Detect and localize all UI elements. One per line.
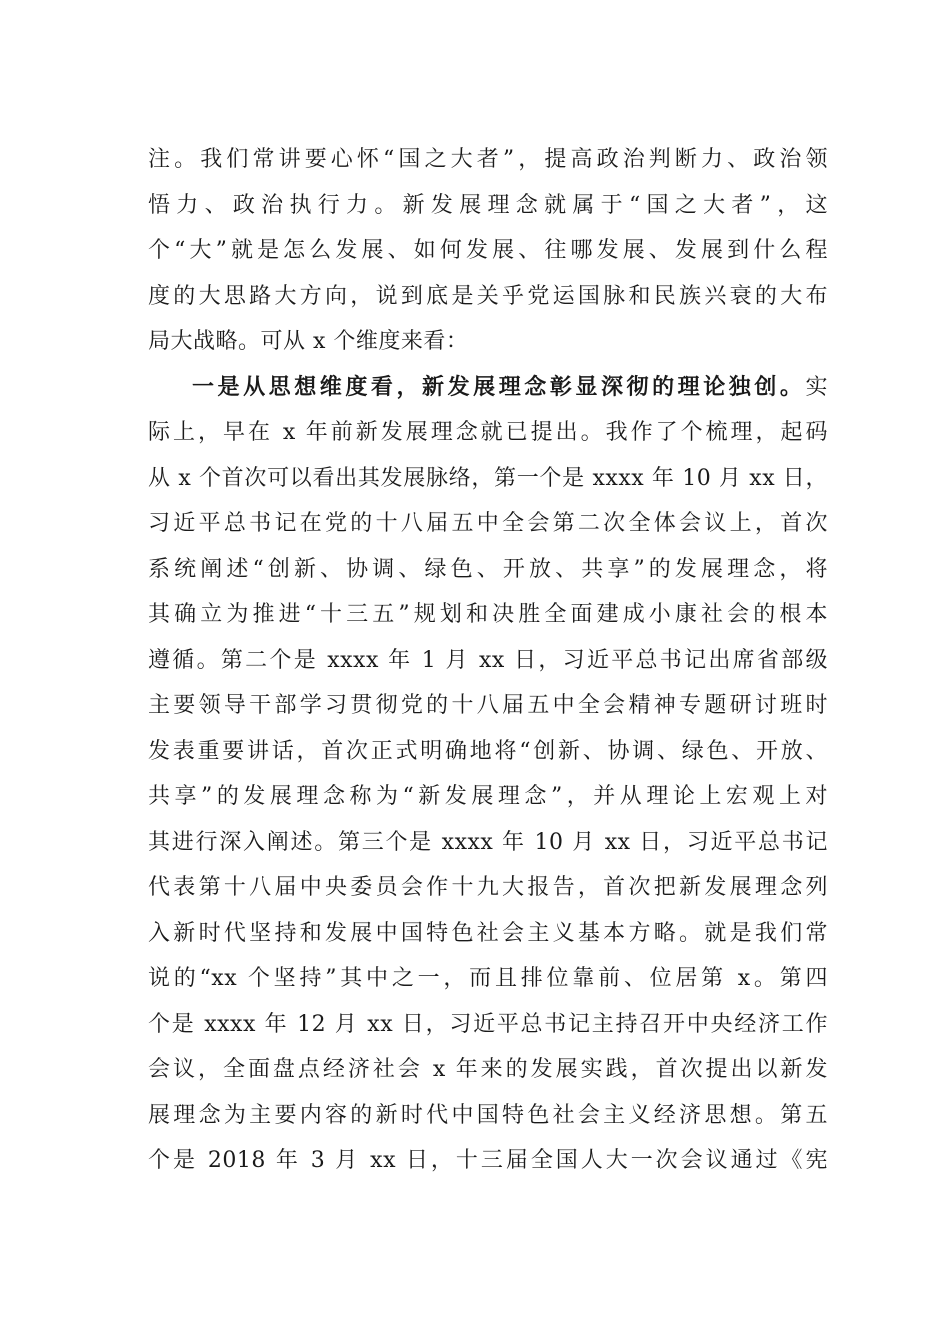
paragraph-2-line: 会议，全面盘点经济社会 x 年来的发展实践，首次提出以新发: [148, 1057, 828, 1082]
paragraph-2-line: 入新时代坚持和发展中国特色社会主义基本方略。就是我们常: [148, 920, 828, 946]
paragraph-2-line: 展理念为主要内容的新时代中国特色社会主义经济思想。第五: [148, 1102, 828, 1128]
paragraph-2-first-line: [148, 365, 828, 411]
paragraph-2-line: 发表重要讲话，首次正式明确地将“创新、协调、绿色、开放、: [148, 738, 828, 764]
paragraph-2-line: 从 x 个首次可以看出其发展脉络，第一个是 xxxx 年 10 月 xx 日，: [148, 465, 828, 491]
paragraph-2-line: 系统阐述“创新、协调、绿色、开放、共享”的发展理念，将: [148, 556, 828, 582]
paragraph-1-line: 度的大思路大方向，说到底是关乎党运国脉和民族兴衰的大布: [148, 283, 828, 309]
paragraph-2-line: 其确立为推进“十三五”规划和决胜全面建成小康社会的根本: [148, 602, 828, 627]
paragraph-1-line: 悟力、政治执行力。新发展理念就属于“国之大者”，这: [148, 192, 828, 218]
paragraph-2-line: 主要领导干部学习贯彻党的十八届五中全会精神专题研讨班时: [148, 693, 828, 718]
paragraph-1-line: 个“大”就是怎么发展、如何发展、往哪发展、发展到什么程: [148, 238, 828, 263]
paragraph-2-heading: 一是从思想维度看，新发展理念彰显深彻的理论独创。: [192, 373, 806, 400]
paragraph-2-line: 个是 xxxx 年 12 月 xx 日，习近平总书记主持召开中央经济工作: [148, 1011, 828, 1037]
paragraph-1-line: 注。我们常讲要心怀“国之大者”，提高政治判断力、政治领: [148, 147, 828, 172]
paragraph-2-line: 遵循。第二个是 xxxx 年 1 月 xx 日，习近平总书记出席省部级: [148, 647, 828, 673]
paragraph-2-line: 其进行深入阐述。第三个是 xxxx 年 10 月 xx 日，习近平总书记: [148, 829, 828, 855]
paragraph-2-line: 说的“xx 个坚持”其中之一，而且排位靠前、位居第 x。第四: [148, 966, 828, 991]
paragraph-2-line: 代表第十八届中央委员会作十九大报告，首次把新发展理念列: [148, 875, 828, 900]
paragraph-1-line: 局大战略。可从 x 个维度来看：: [148, 329, 469, 354]
paragraph-2-line: 个是 2018 年 3 月 xx 日，十三届全国人大一次会议通过《宪: [148, 1148, 828, 1173]
paragraph-2-first-tail: 实: [805, 374, 828, 400]
paragraph-2-line: 习近平总书记在党的十八届五中全会第二次全体会议上，首次: [148, 511, 828, 536]
paragraph-2-line: 共享”的发展理念称为“新发展理念”，并从理论上宏观上对: [148, 784, 828, 809]
body-text: [148, 137, 828, 1184]
paragraph-2-line: 际上，早在 x 年前新发展理念就已提出。我作了个梳理，起码: [148, 420, 828, 445]
